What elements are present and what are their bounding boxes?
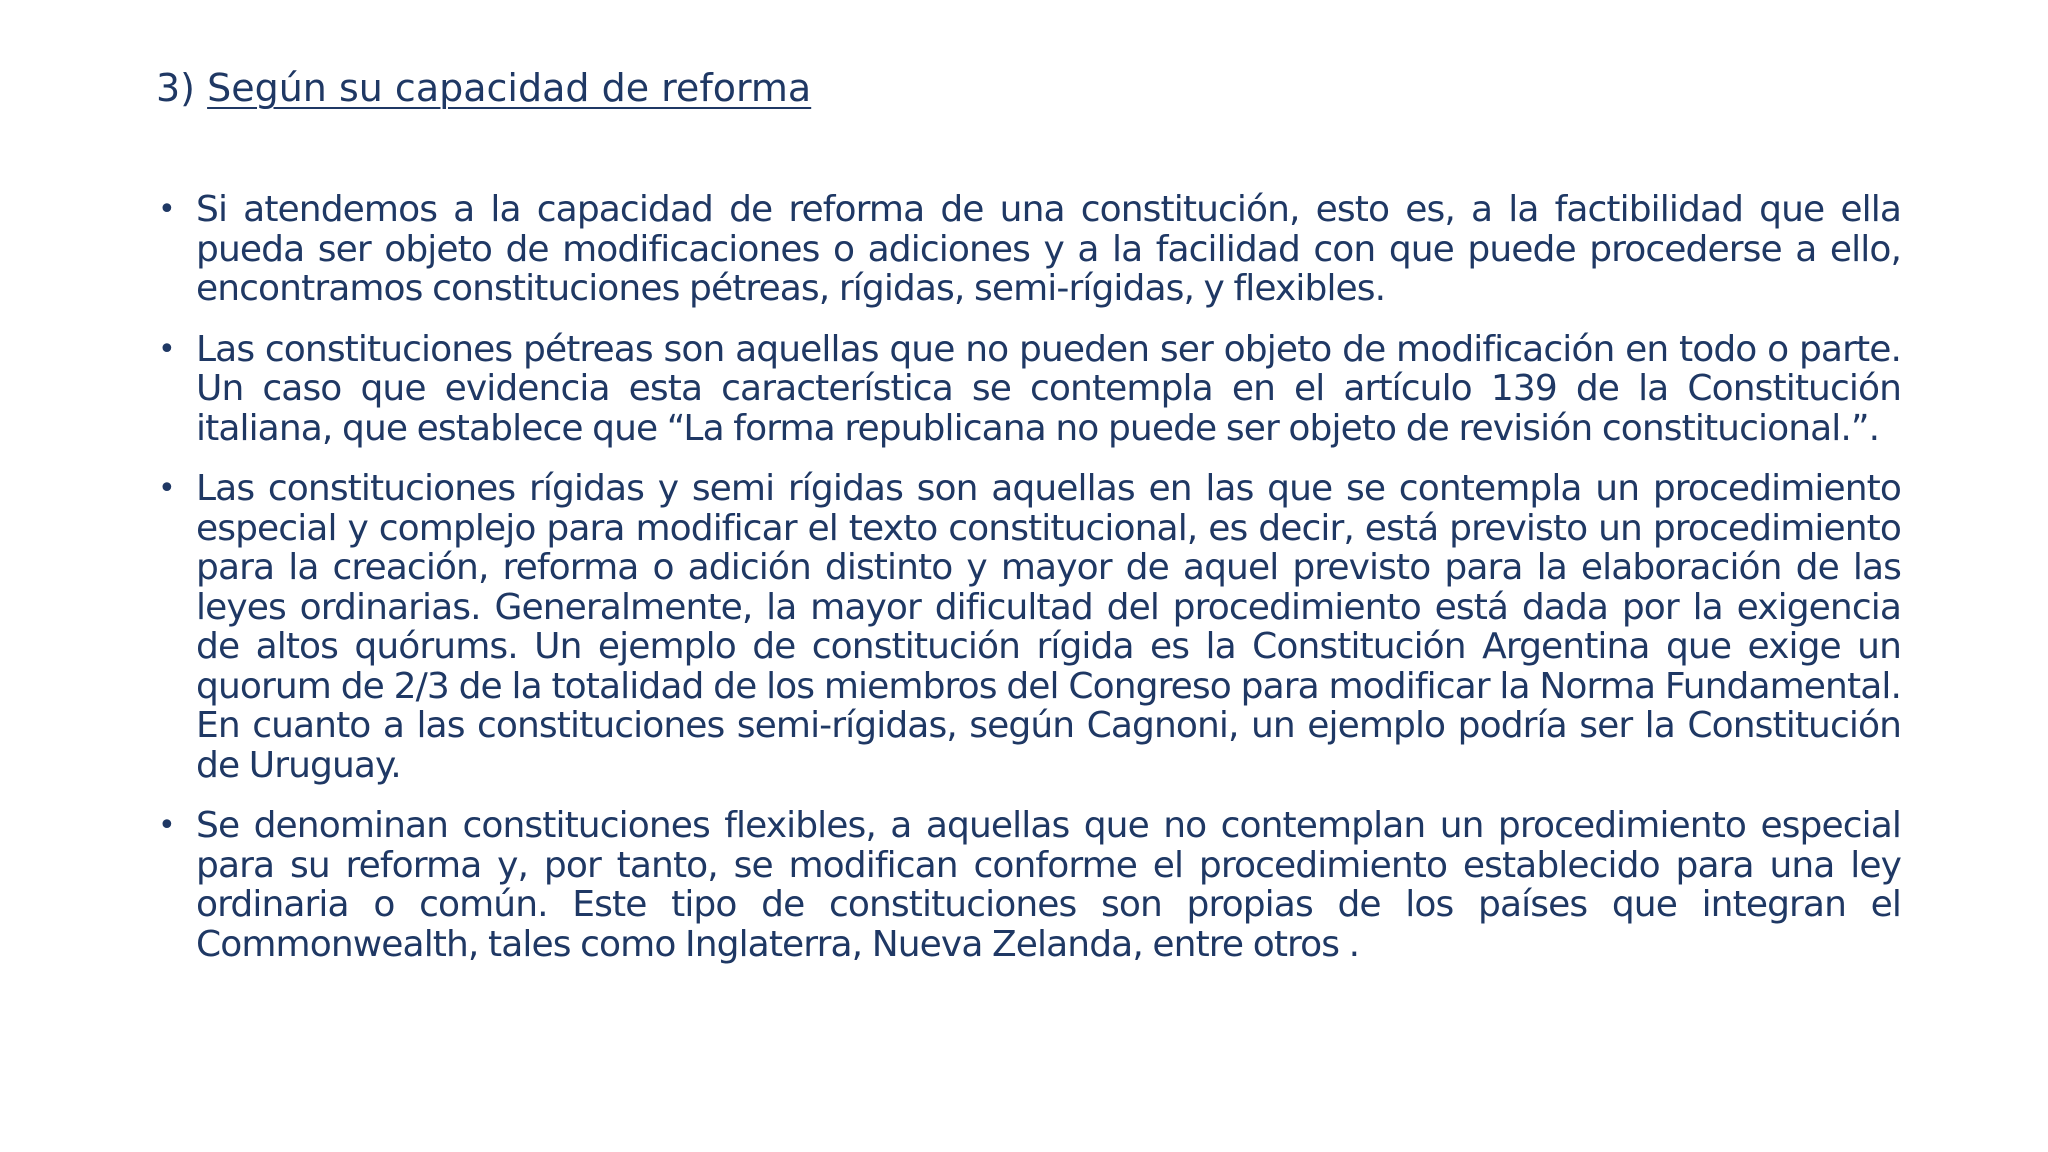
bullet-item-petreas: [156, 330, 1901, 449]
bullet-icon: •: [158, 808, 175, 843]
bullet-item-capacity: [156, 190, 1901, 309]
section-heading: [156, 66, 811, 112]
bullet-text: Las constituciones rígidas y semi rígidas son aquellas en las que se contempla un procedimiento especial y complejo para modificar el texto constitucional, es decir, está previsto un procedimiento para la creación, reforma o adición distinto y mayor de aquel previsto para la elaboración de las leyes ordinarias. Generalmente, la mayor dificultad del procedimiento está dada por la exigencia de altos quórums. Un ejemplo de constitución rígida es la Constitución Argentina que exige un quorum de 2/3 de la totalidad de los miembros del Congreso para modificar la Norma Fundamental. En cuanto a las constituciones semi-rígidas, según Cagnoni, un ejemplo podría ser la Constitución de Uruguay.: [196, 468, 1901, 786]
bullet-icon: •: [158, 331, 175, 367]
bullet-list: [156, 190, 1901, 985]
bullet-text: Se denominan constituciones flexibles, a aquellas que no contemplan un procedimiento especial para su reforma y, por tanto, se modifican conforme el procedimiento establecido para una ley ordinaria o común. Este tipo de constituciones son propias de los países que integran el Commonwealth, tales como Inglaterra, Nueva Zelanda, entre otros .: [196, 805, 1901, 965]
bullet-icon: •: [158, 192, 175, 227]
bullet-text: Las constituciones pétreas son aquellas que no pueden ser objeto de modificación en todo o parte. Un caso que evidencia esta característica se contempla en el artículo 139 de la Constitución italiana, que establece que “La forma republicana no puede ser objeto de revisión constitucional.”.: [196, 328, 1901, 449]
bullet-item-rigidas: [156, 469, 1901, 785]
section-title: Según su capacidad de reforma: [207, 66, 812, 110]
bullet-item-flexibles: [156, 806, 1901, 964]
bullet-icon: •: [158, 471, 175, 506]
section-number: 3): [156, 66, 208, 110]
bullet-text: Si atendemos a la capacidad de reforma de una constitución, esto es, a la factibilidad que ella pueda ser objeto de modificaciones o adiciones y a la facilidad con que puede procederse a ello, encontramos constituciones pétreas, rígidas, semi-rígidas, y flexibles.: [196, 189, 1901, 309]
